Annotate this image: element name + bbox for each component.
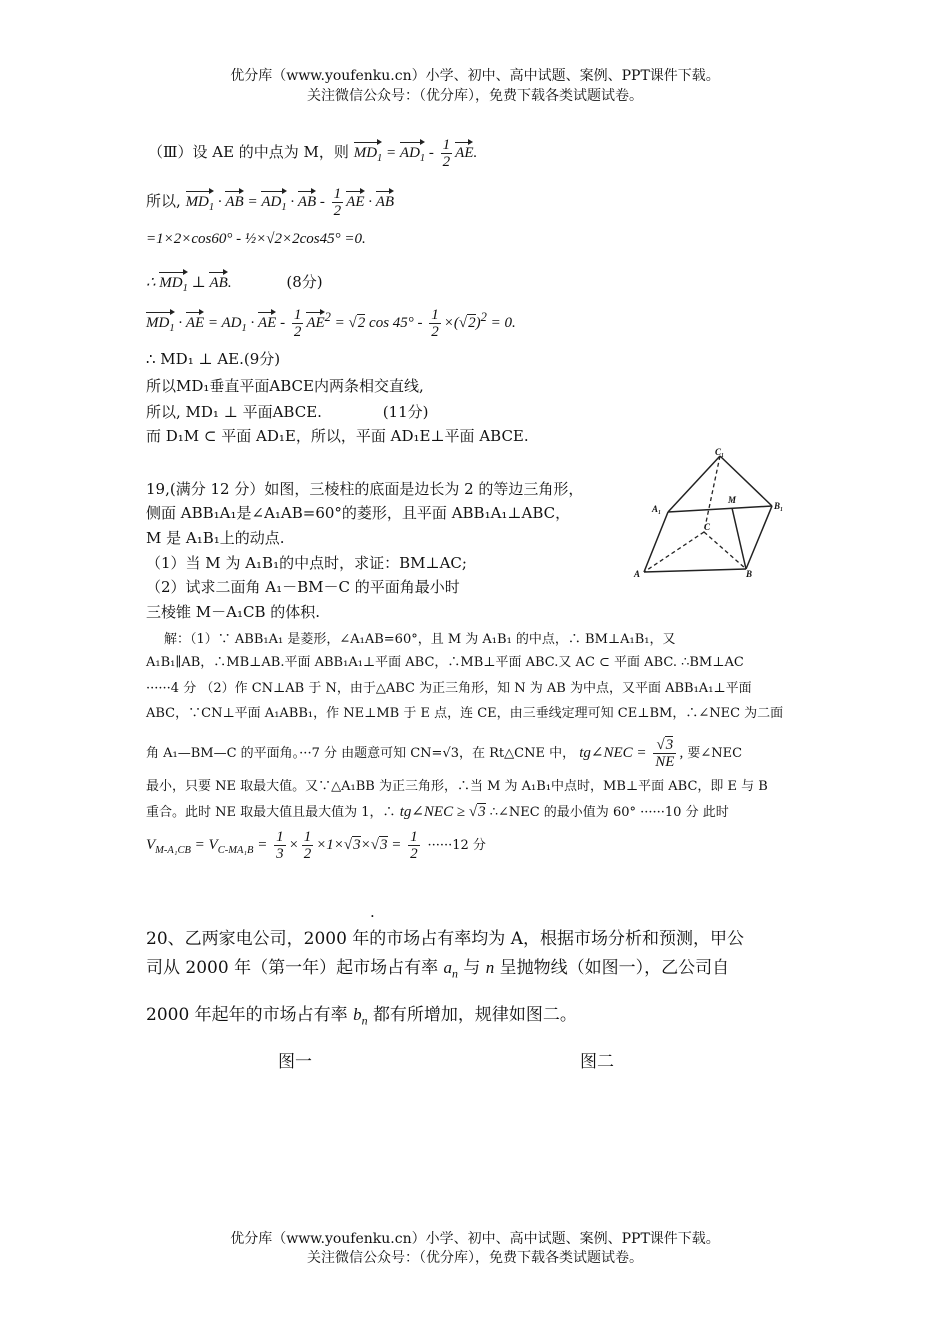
q19-line-2: 侧面 ABB₁A₁是∠A₁AB=60°的菱形，且平面 ABB₁A₁⊥ABC，	[146, 504, 571, 522]
q19-line-5: （2）试求二面角 A₁－BM－C 的平面角最小时	[146, 578, 460, 596]
edge-a1-b1	[668, 506, 772, 512]
q19-sol-6: 最小，只要 NE 取最大值。又∵△A₁BB 为正三角形，∴当 M 为 A₁B₁中点时，MB⊥平面 ABC，即 E 与 B	[146, 779, 768, 794]
edge-a1-a	[644, 512, 668, 572]
q19-sol-3: ······4 分 （2）作 CN⊥AB 于 N，由于△ABC 为正三角形，知 N 为 AB 为中点，又平面 ABB₁A₁⊥平面	[146, 681, 752, 696]
edge-c-a	[644, 532, 704, 572]
q19-line-4: （1）当 M 为 A₁B₁的中点时，求证：BM⊥AC;	[146, 554, 467, 572]
prism-figure	[628, 444, 788, 580]
q19-sol-8: $V_{M-A_1CB} = V_{C-MA_1B}$ = $\frac{1}{3}$ × $\frac{1}{2}$ ×1×√3×√3 = $\frac{1}{2}$ ······12 分	[146, 829, 486, 862]
label-c1: C₁	[715, 447, 725, 457]
q20-line-2: 司从 2000 年（第一年）起市场占有率 $a_n$ 与 n 呈抛物线（如图一），乙公司自	[146, 958, 730, 981]
q20-line-3: 2000 年起年的市场占有率 $b_n$ 都有所增加，规律如图二。	[146, 1005, 577, 1028]
part3-mark-8: (8分)	[286, 273, 323, 291]
part3-line-6: ∴ MD₁ ⊥ AE.(9分)	[146, 350, 281, 368]
part3-line-8: 所以, MD₁ ⊥ 平面ABCE. (11分)	[146, 403, 429, 421]
stray-dot: .	[370, 903, 375, 921]
part3-line-5: $MD_1$ · AE = $AD_1$ · AE - $\frac{1}{2}$ $AE^2 = √2$ cos 45° - $\frac{1}{2}$ $\times(√2)^2 = 0$.	[146, 307, 516, 340]
part3-mark-11: (11分)	[382, 403, 429, 421]
part3-line-2: 所以, $MD_1$ · AB = $AD_1$ · AB - $\frac{1}{2}$ AE · AB	[146, 186, 395, 219]
label-b1: B₁	[774, 501, 784, 511]
q19-line-1: 19,(满分 12 分）如图，三棱柱的底面是边长为 2 的等边三角形，	[146, 480, 584, 498]
q20-line-1: 20、乙两家电公司，2000 年的市场占有率均为 A，根据市场分析和预测，甲公	[146, 929, 744, 949]
q19-sol-1: 解：（1）∵ ABB₁A₁ 是菱形，∠A₁AB=60°，且 M 为 A₁B₁ 的中点，∴ BM⊥A₁B₁，又	[164, 632, 676, 647]
q19-line-3: M 是 A₁B₁上的动点.	[146, 529, 285, 547]
edge-m-b	[732, 508, 746, 569]
part3-line-1: （Ⅲ）设 AE 的中点为 M，则 $MD_1 = AD_1$ - $\frac{1}{2}$ AE.	[148, 137, 478, 170]
edge-c1-c	[704, 456, 720, 532]
part3-line-4: ∴ $MD_1$ ⊥ AB. (8分)	[146, 273, 323, 294]
q19-sol-5: 角 A₁—BM—C 的平面角。···7 分 由题意可知 CN=√3，在 Rt△CNE 中， tg∠NEC = $\frac{√3}{NE}$ , 要∠NEC	[146, 737, 743, 770]
footer-line-1: 优分库（www.youfenku.cn）小学、初中、高中试题、案例、PPT课件下载。	[230, 1231, 720, 1247]
edge-c-b	[704, 532, 746, 569]
edge-a-b	[644, 569, 746, 572]
header-line-1: 优分库（www.youfenku.cn）小学、初中、高中试题、案例、PPT课件下载。	[230, 68, 720, 84]
part3-line-9: 而 D₁M ⊂ 平面 AD₁E，所以，平面 AD₁E⊥平面 ABCE.	[146, 427, 529, 445]
caption-figure-1: 图一	[278, 1052, 312, 1072]
label-b: B	[746, 569, 753, 579]
part3-line-3: =1×2×cos60° - ½×√2×2cos45° =0.	[146, 231, 366, 247]
q19-line-6: 三棱锥 M－A₁CB 的体积.	[146, 603, 321, 621]
q19-sol-4: ABC，∵CN⊥平面 A₁ABB₁，作 NE⊥MB 于 E 点，连 CE，由三垂线定理可知 CE⊥BM，∴∠NEC 为二面	[146, 706, 784, 721]
q19-sol-7: 重合。此时 NE 取最大值且最大值为 1，∴ tg∠NEC ≥ √3 ∴∠NEC 的最小值为 60° ······10 分 此时	[146, 804, 729, 820]
edge-c1-a1	[668, 456, 720, 512]
part3-line-7: 所以MD₁垂直平面ABCE内两条相交直线,	[146, 377, 424, 395]
q19-sol-2: A₁B₁∥AB，∴MB⊥AB.平面 ABB₁A₁⊥平面 ABC，∴MB⊥平面 ABC.又 AC ⊂ 平面 ABC. ∴BM⊥AC	[146, 655, 744, 670]
label-c: C	[704, 522, 711, 532]
label-a1: A₁	[652, 504, 662, 514]
edge-b1-b	[746, 506, 772, 569]
label-m: M	[728, 495, 737, 505]
caption-figure-2: 图二	[580, 1052, 614, 1072]
footer-line-2: 关注微信公众号：（优分库），免费下载各类试题试卷。	[307, 1250, 643, 1266]
header-line-2: 关注微信公众号：（优分库），免费下载各类试题试卷。	[307, 88, 643, 104]
label-a: A	[634, 569, 641, 579]
